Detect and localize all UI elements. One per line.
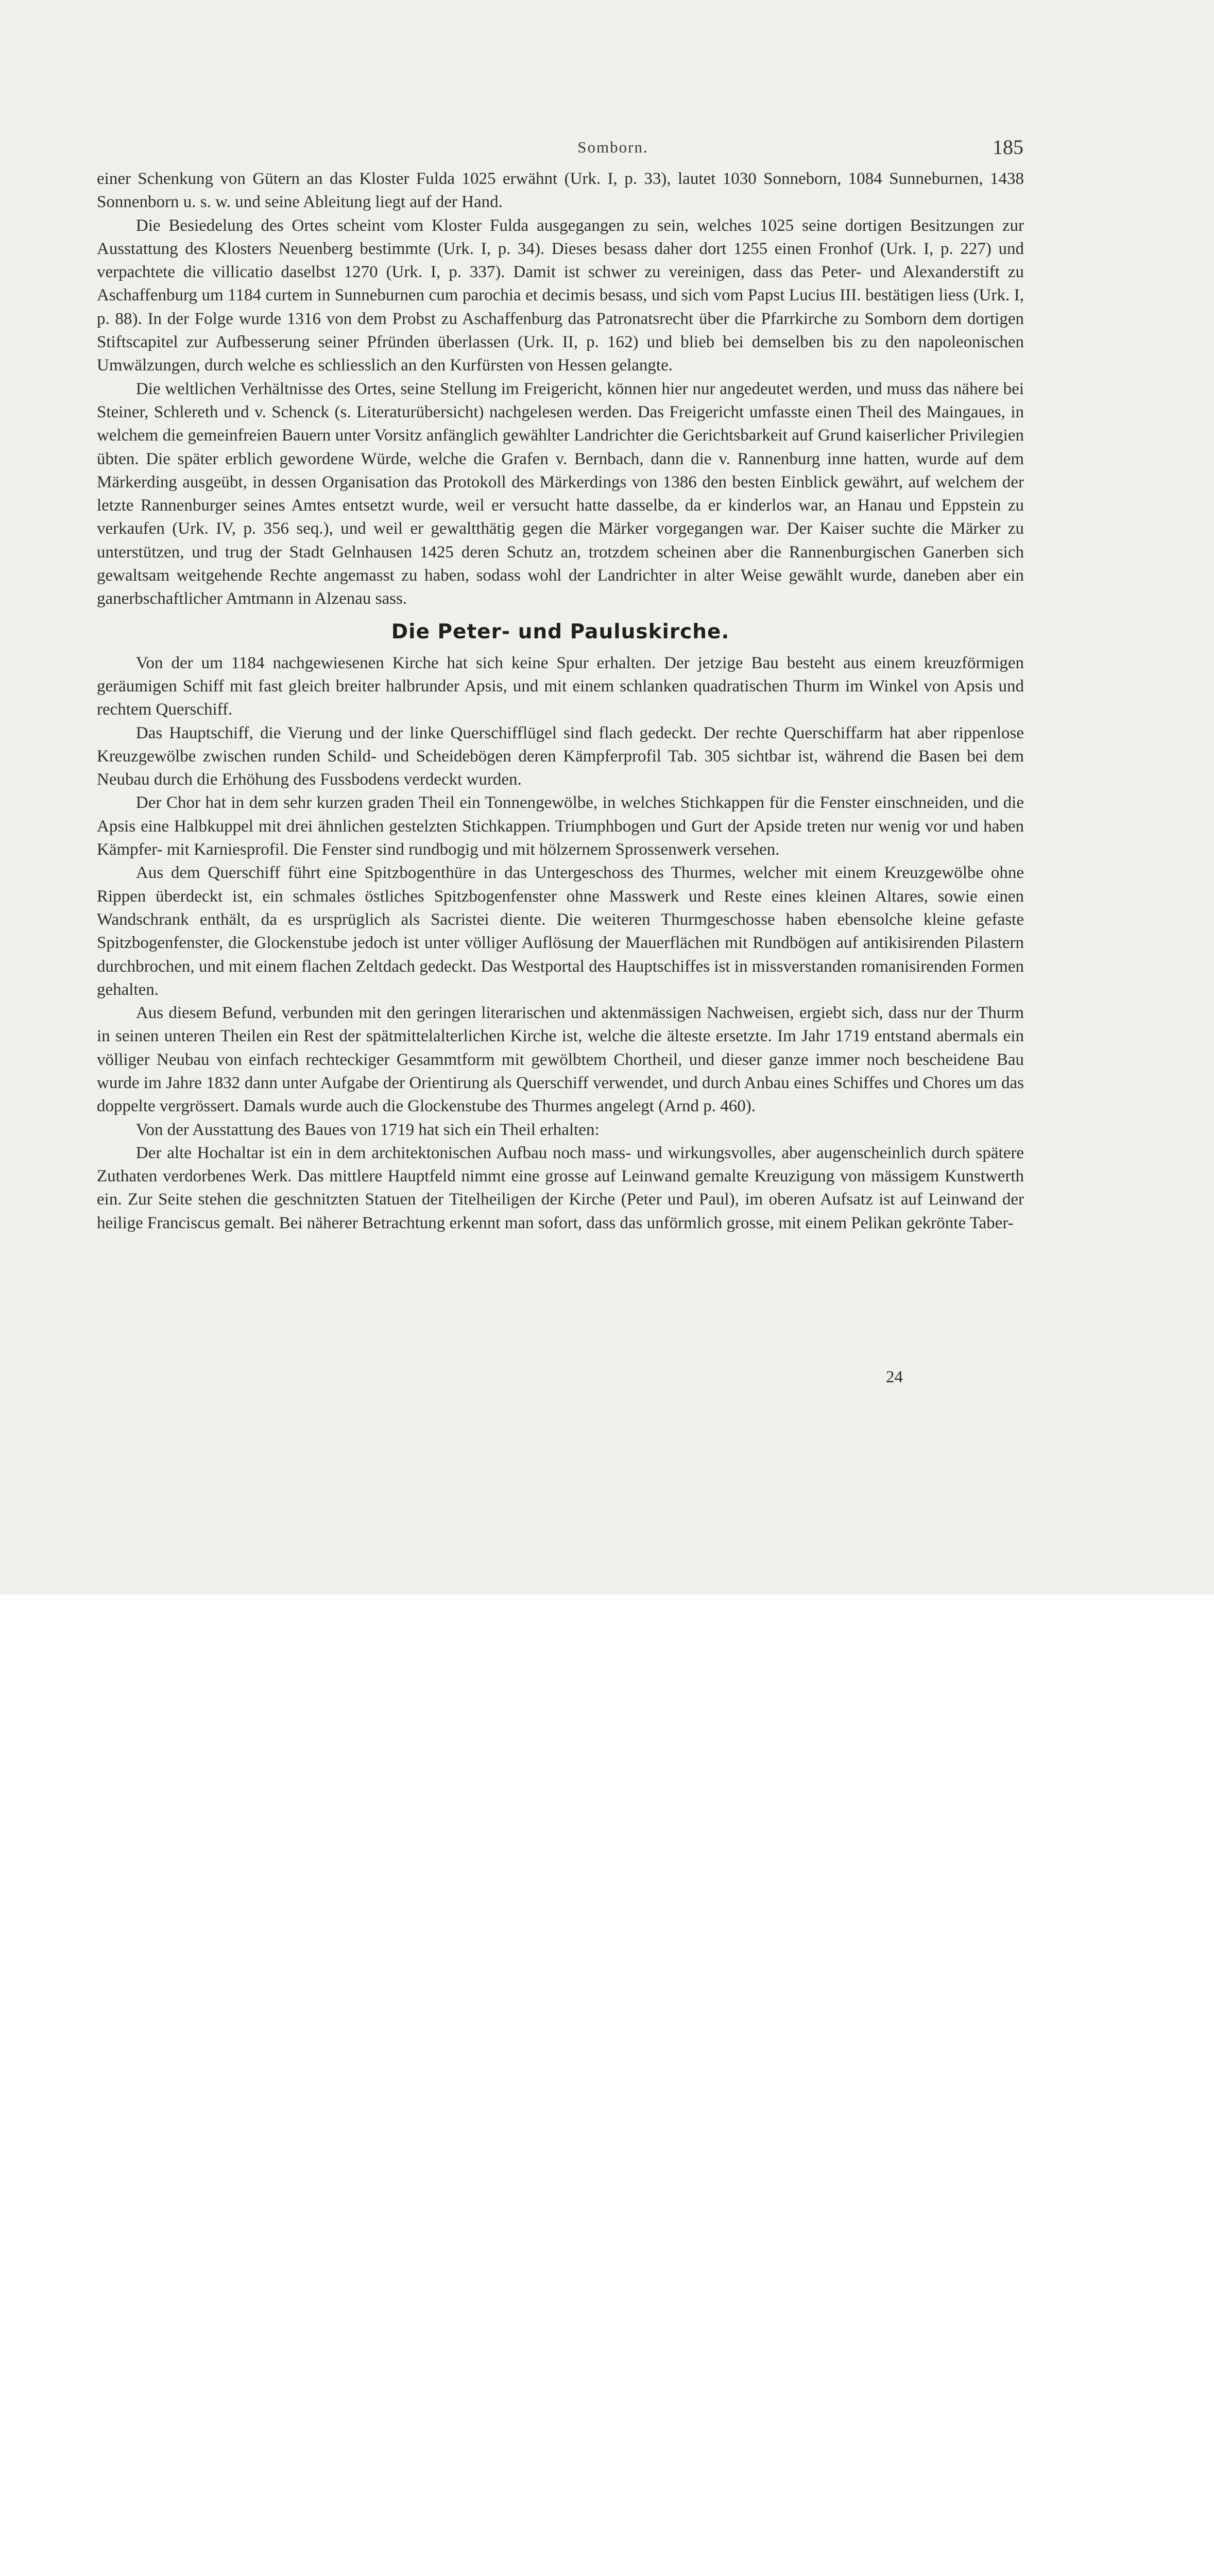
- paragraph: Von der Ausstattung des Baues von 1719 hat sich ein Theil erhalten:: [135, 1120, 600, 1139]
- viewer-footer: [0, 1595, 1214, 1696]
- paragraph: Von der um 1184 nachgewiesenen Kirche hat sich keine Spur erhalten. Der jetzige Bau besteht aus einem kreuzförmigen geräumigen Schiff mit fast gleich breiter halbrunder Apsis, und mit einem schlanken quadratischen Thurm im Winkel von Apsis und rechtem Querschiff.: [97, 653, 1024, 719]
- paragraph: einer Schenkung von Gütern an das Kloster Fulda 1025 erwähnt (Urk. I, p. 33), lautet 1030 Sonneborn, 1084 Sunneburnen, 1438 Sonnenborn u. s. w. und seine Ableitung liegt auf der Hand.: [97, 170, 1024, 212]
- paragraph: Der Chor hat in dem sehr kurzen graden Theil ein Tonnengewölbe, in welches Stichkappen für die Fenster einschneiden, und die Apsis eine Halbkuppel mit drei ähnlichen gestelzten Stichkappen. Triumphbogen und Gurt der Apside treten nur wenig vor und haben Kämpfer- mit Karniesprofil. Die Fenster sind rundbogig und mit hölzernem Sprossenwerk versehen.: [97, 793, 1024, 859]
- paragraph: Der alte Hochaltar ist ein in dem architektonischen Aufbau noch mass- und wirkungsvolles, aber augenscheinlich durch spätere Zuthaten verdorbenes Werk. Das mittlere Hauptfeld nimmt eine grosse auf Leinwand gemalte Kreuzigung von mässigem Kunstwerth ein. Zur Seite stehen die geschnitzten Statuen der Titelheiligen der Kirche (Peter und Paul), im oberen Aufsatz ist auf Leinwand der heilige Franciscus gemalt. Bei näherer Betrachtung erkennt man sofort, dass das unförmlich grosse, mit einem Pelikan gekrönte Taber-: [97, 1143, 1024, 1232]
- paragraph: Aus dem Querschiff führt eine Spitzbogenthüre in das Untergeschoss des Thurmes, welcher mit einem Kreuzgewölbe ohne Rippen überdeckt ist, ein schmales östliches Spitzbogenfenster ohne Masswerk und Reste eines kleinen Altares, sowie einen Wandschrank enthält, da es ursprüglich als Sacristei diente. Die weiteren Thurmgeschosse haben ebensolche kleine gefaste Spitzbogenfenster, die Glockenstube jedoch ist unter völliger Auflösung der Mauerflächen mit Rundbögen auf antikisirenden Pilastern durchbrochen, und mit einem flachen Zeltdach gedeckt. Das Westportal des Hauptschiffes ist in missverstanden romanisirenden Formen gehalten.: [97, 863, 1024, 999]
- paragraph: Aus diesem Befund, verbunden mit den geringen literarischen und aktenmässigen Nachweisen, ergiebt sich, dass nur der Thurm in seinen unteren Theilen ein Rest der spätmittelalterlichen Kirche ist, welche die älteste ersetzte. Im Jahr 1719 entstand abermals ein völliger Neubau von einfach rechteckiger Gesammtform mit gewölbtem Chortheil, und dieser ganze immer noch bescheidene Bau wurde im Jahre 1832 dann unter Aufgabe der Orientirung als Querschiff verwendet, und durch Anbau eines Schiffes und Chores um das doppelte vergrössert. Damals wurde auch die Glockenstube des Thurmes angelegt (Arnd p. 460).: [97, 1004, 1024, 1116]
- section-heading: Die Peter- und Pauluskirche.: [391, 620, 730, 643]
- page-number: 185: [993, 135, 1023, 159]
- body-text: [97, 167, 1024, 1235]
- paragraph: Das Hauptschiff, die Vierung und der linke Querschifflügel sind flach gedeckt. Der rechte Querschiffarm hat aber rippenlose Kreuzgewölbe zwischen runden Schild- und Scheidebögen deren Kämpferprofil Tab. 305 sichtbar ist, während die Basen bei dem Neubau durch die Erhöhung des Fussbodens verdeckt wurden.: [97, 723, 1024, 789]
- running-head: Somborn.: [577, 138, 648, 156]
- signature-mark: 24: [886, 1368, 903, 1386]
- paragraph: Die weltlichen Verhältnisse des Ortes, seine Stellung im Freigericht, können hier nur angedeutet werden, und muss das nähere bei Steiner, Schlereth und v. Schenck (s. Literaturübersicht) nachgelesen werden. Das Freigericht umfasste einen Theil des Maingaues, in welchem die gemeinfreien Bauern unter Vorsitz anfänglich gewählter Landrichter die Gerichtsbarkeit auf Grund kaiserlicher Privilegien übten. Die später erblich gewordene Würde, welche die Grafen v. Bernbach, dann die v. Rannenburg inne hatten, wurde auf dem Märkerding ausgeübt, in dessen Organisation das Protokoll des Märkerdings von 1386 den besten Einblick gewährt, auf welchem der letzte Rannenburger seines Amtes entsetzt wurde, weil er versucht hatte dasselbe, da er kinderlos war, an Hanau und Eppstein zu verkaufen (Urk. IV, p. 356 seq.), und weil er gewaltthätig gegen die Märker vorgegangen war. Der Kaiser suchte die Märker zu unterstützen, und trug der Stadt Gelnhausen 1425 deren Schutz an, trotzdem scheinen aber die Rannenburgischen Ganerben sich gewaltsam weitgehende Rechte angemasst zu haben, sodass wohl der Landrichter in alter Weise gewählt wurde, daneben aber ein ganerbschaftlicher Amtmann in Alzenau sass.: [97, 379, 1024, 608]
- paragraph: Die Besiedelung des Ortes scheint vom Kloster Fulda ausgegangen zu sein, welches 1025 seine dortigen Besitzungen zur Ausstattung des Klosters Neuenberg bestimmte (Urk. I, p. 34). Dieses besass daher dort 1255 einen Fronhof (Urk. I, p. 227) und verpachtete die villicatio daselbst 1270 (Urk. I, p. 337). Damit ist schwer zu vereinigen, dass das Peter- und Alexanderstift zu Aschaffenburg um 1184 curtem in Sunneburnen cum parochia et decimis besass, und sich vom Papst Lucius III. bestätigen liess (Urk. I, p. 88). In der Folge wurde 1316 von dem Probst zu Aschaffenburg das Patronatsrecht über die Pfarrkirche zu Somborn dem dortigen Stiftscapitel zur Aufbesserung seiner Pfründen überlassen (Urk. II, p. 162) und blieb bei demselben bis zu den napoleonischen Umwälzungen, durch welche es schliesslich an den Kurfürsten von Hessen gelangte.: [97, 216, 1024, 375]
